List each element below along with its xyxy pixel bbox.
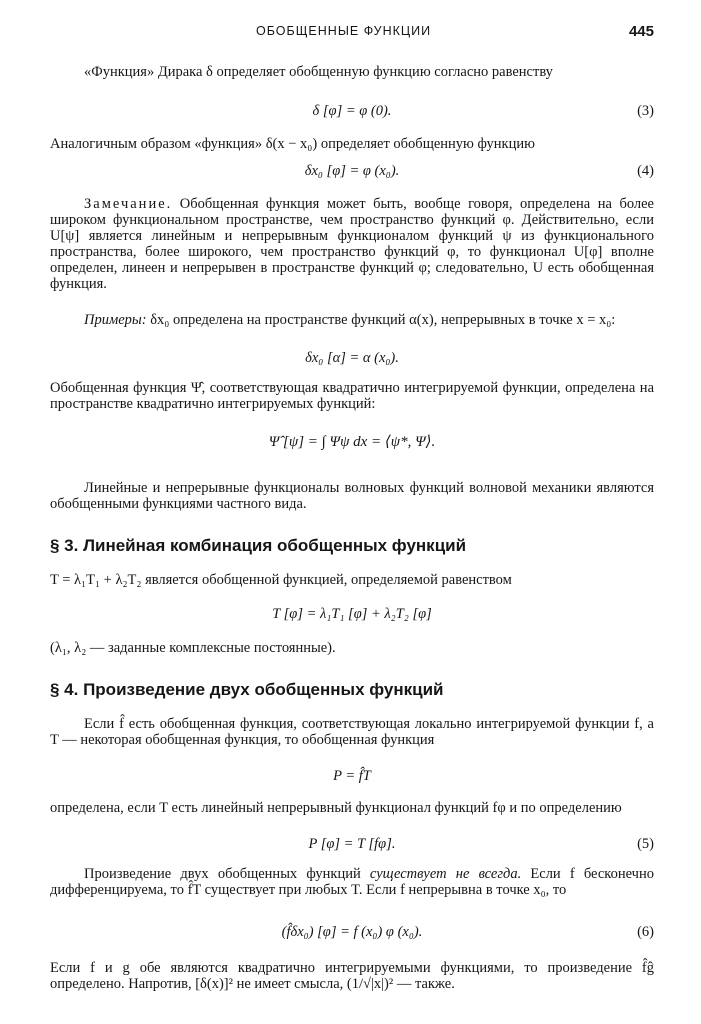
running-head bbox=[50, 24, 654, 44]
paragraph-psi: Обобщенная функция Ψ̂, соответствующая квадратично интегрируемой функции, определена на пространстве квадратично интегрируемых функций: bbox=[50, 380, 654, 412]
product-existence-after: Если f бесконечно дифференцируема, то f̂T существует при любых T. Если f непрерывна в точке x₀, то bbox=[50, 866, 654, 898]
equation-4 bbox=[50, 163, 654, 183]
page-number: 445 bbox=[628, 23, 654, 40]
equation-linear bbox=[50, 606, 654, 626]
equation-5-formula: P [φ] = T [fφ]. bbox=[308, 836, 396, 852]
paragraph-dirac: «Функция» Дирака δ определяет обобщенную функцию согласно равенству bbox=[84, 64, 553, 80]
running-head-title: ОБОБЩЕННЫЕ ФУНКЦИИ bbox=[256, 24, 432, 38]
paragraph-square-integrable: Если f и g обе являются квадратично интегрируемыми функциями, то произведение f̂ĝ определено. Напротив, [δ(x)]² не имеет смысла, (1/√|x|)² — также. bbox=[50, 960, 654, 992]
section-3-heading: § 3. Линейная комбинация обобщенных функций bbox=[50, 536, 467, 555]
paragraph-linear-combination: T = λ₁T₁ + λ₂T₂ является обобщенной функцией, определяемой равенством bbox=[50, 572, 512, 588]
equation-5 bbox=[50, 836, 654, 856]
product-existence-emphasis: существует не всегда. bbox=[369, 866, 522, 882]
equation-product-formula: P = f̂T bbox=[333, 768, 371, 784]
equation-4-number: (4) bbox=[637, 163, 654, 179]
paragraph-product-definition: Если f̂ есть обобщенная функция, соответствующая локально интегрируемой функции f, а T — некоторая обобщенная функция, то обобщенная функция bbox=[50, 716, 654, 748]
equation-3-number: (3) bbox=[637, 103, 654, 119]
equation-6 bbox=[50, 924, 654, 944]
equation-alpha bbox=[50, 350, 654, 370]
paragraph-wave-functionals: Линейные и непрерывные функционалы волновых функций волновой механики являются обобщенными функциями частного вида. bbox=[50, 480, 654, 512]
paragraph-examples bbox=[50, 312, 654, 328]
equation-3-formula: δ [φ] = φ (0). bbox=[312, 103, 392, 119]
paragraph-shifted-delta: Аналогичным образом «функция» δ(x − x₀) определяет обобщенную функцию bbox=[50, 136, 535, 152]
equation-3 bbox=[50, 103, 654, 123]
paragraph-product-existence bbox=[50, 866, 654, 898]
remark-label: Замечание. bbox=[84, 196, 173, 212]
examples-text: δx₀ определена на пространстве функций α(x), непрерывных в точке x = x₀: bbox=[146, 312, 616, 328]
equation-6-number: (6) bbox=[637, 924, 654, 940]
equation-psi-formula: Ψ̂ [ψ] = ∫ Ψψ dx = ⟨ψ*, Ψ⟩. bbox=[268, 434, 436, 450]
paragraph-product-condition: определена, если T есть линейный непрерывный функционал функций fφ и по определению bbox=[50, 800, 622, 816]
equation-product bbox=[50, 768, 654, 788]
equation-5-number: (5) bbox=[637, 836, 654, 852]
equation-6-formula: (f̂δx₀) [φ] = f (x₀) φ (x₀). bbox=[281, 924, 423, 940]
equation-linear-formula: T [φ] = λ₁T₁ [φ] + λ₂T₂ [φ] bbox=[272, 606, 432, 622]
remark-text: Обобщенная функция может быть, вообще говоря, определена на более широком функциональном пространстве, чем пространство функций φ. Действительно, если U[ψ] является линейным и непрерывным функционалом функций ψ из функционального пространства, более широкого, чем пространство функций φ, то функционал U[φ] вполне определен, линеен и непрерывен в пространстве функций φ; следовательно, U есть обобщенная функция. bbox=[50, 196, 654, 292]
equation-4-formula: δx₀ [φ] = φ (x₀). bbox=[304, 163, 400, 179]
equation-psi bbox=[50, 432, 654, 452]
equation-alpha-formula: δx₀ [α] = α (x₀). bbox=[305, 350, 399, 366]
examples-label: Примеры: bbox=[84, 312, 147, 328]
product-existence-before: Произведение двух обобщенных функций bbox=[84, 866, 370, 882]
paragraph-constants: (λ₁, λ₂ — заданные комплексные постоянные). bbox=[50, 640, 336, 656]
paragraph-remark bbox=[50, 196, 654, 292]
section-4-heading: § 4. Произведение двух обобщенных функций bbox=[50, 680, 444, 699]
